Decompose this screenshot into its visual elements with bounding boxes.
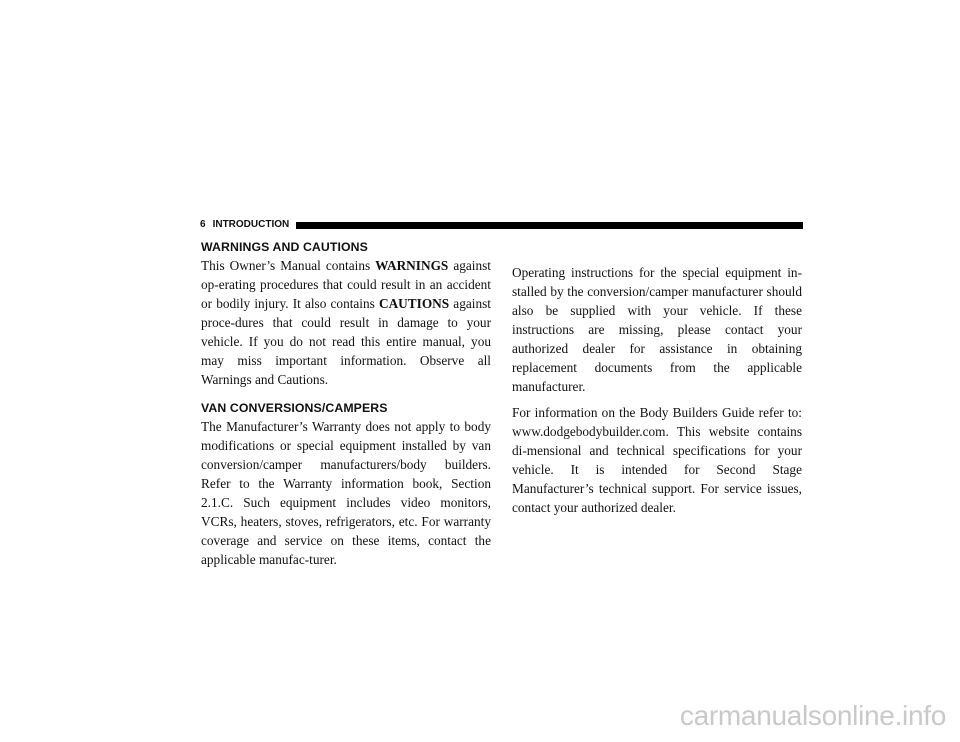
warnings-heading: WARNINGS AND CAUTIONS	[201, 240, 368, 254]
operating-instructions-paragraph: Operating instructions for the special equipment in-stalled by the conversion/camper manufacturer should also be supplied with your vehicle. If these instructions are missing, please contact your authorized dealer for assistance in obtaining replacement documents from the applicable manufacturer.	[512, 265, 802, 394]
section-title: INTRODUCTION	[212, 219, 290, 230]
warnings-keyword: WARNINGS	[375, 258, 449, 273]
van-conversions-paragraph: The Manufacturer’s Warranty does not apply to body modifications or special equipment installed by van conversion/camper manufacturers/body builders. Refer to the Warranty information book, Section 2.1.C. Such equipment includes video monitors, VCRs, heaters, stoves, refrigerators, etc. For warranty coverage and service on these items, contact the applicable manufac-turer.	[201, 419, 491, 567]
body-builders-paragraph: For information on the Body Builders Guide refer to: www.dodgebodybuilder.com. This website contains di-mensional and technical specifications for your vehicle. It is intended for Second Stage Manufacturer’s technical support. For service issues, contact your authorized dealer.	[512, 405, 802, 515]
van-conversions-heading: VAN CONVERSIONS/CAMPERS	[201, 401, 388, 415]
page-header	[200, 218, 803, 232]
page-number: 6	[200, 219, 206, 230]
left-column	[201, 240, 491, 569]
header-rule	[296, 222, 803, 229]
warnings-text-2: against op-erating procedures that could result in an accident or bodily injury. It also contains	[201, 258, 491, 311]
watermark-text: carmanualsonline.info	[679, 700, 946, 731]
cautions-keyword: CAUTIONS	[378, 296, 450, 311]
warnings-text-3: against proce-dures that could result in damage to your vehicle. If you do not read this entire manual, you may miss important information. Observe all Warnings and Cautions.	[201, 296, 491, 387]
right-column	[512, 263, 802, 517]
warnings-text-1: This Owner’s Manual contains	[201, 258, 376, 273]
warnings-paragraph	[201, 256, 491, 389]
